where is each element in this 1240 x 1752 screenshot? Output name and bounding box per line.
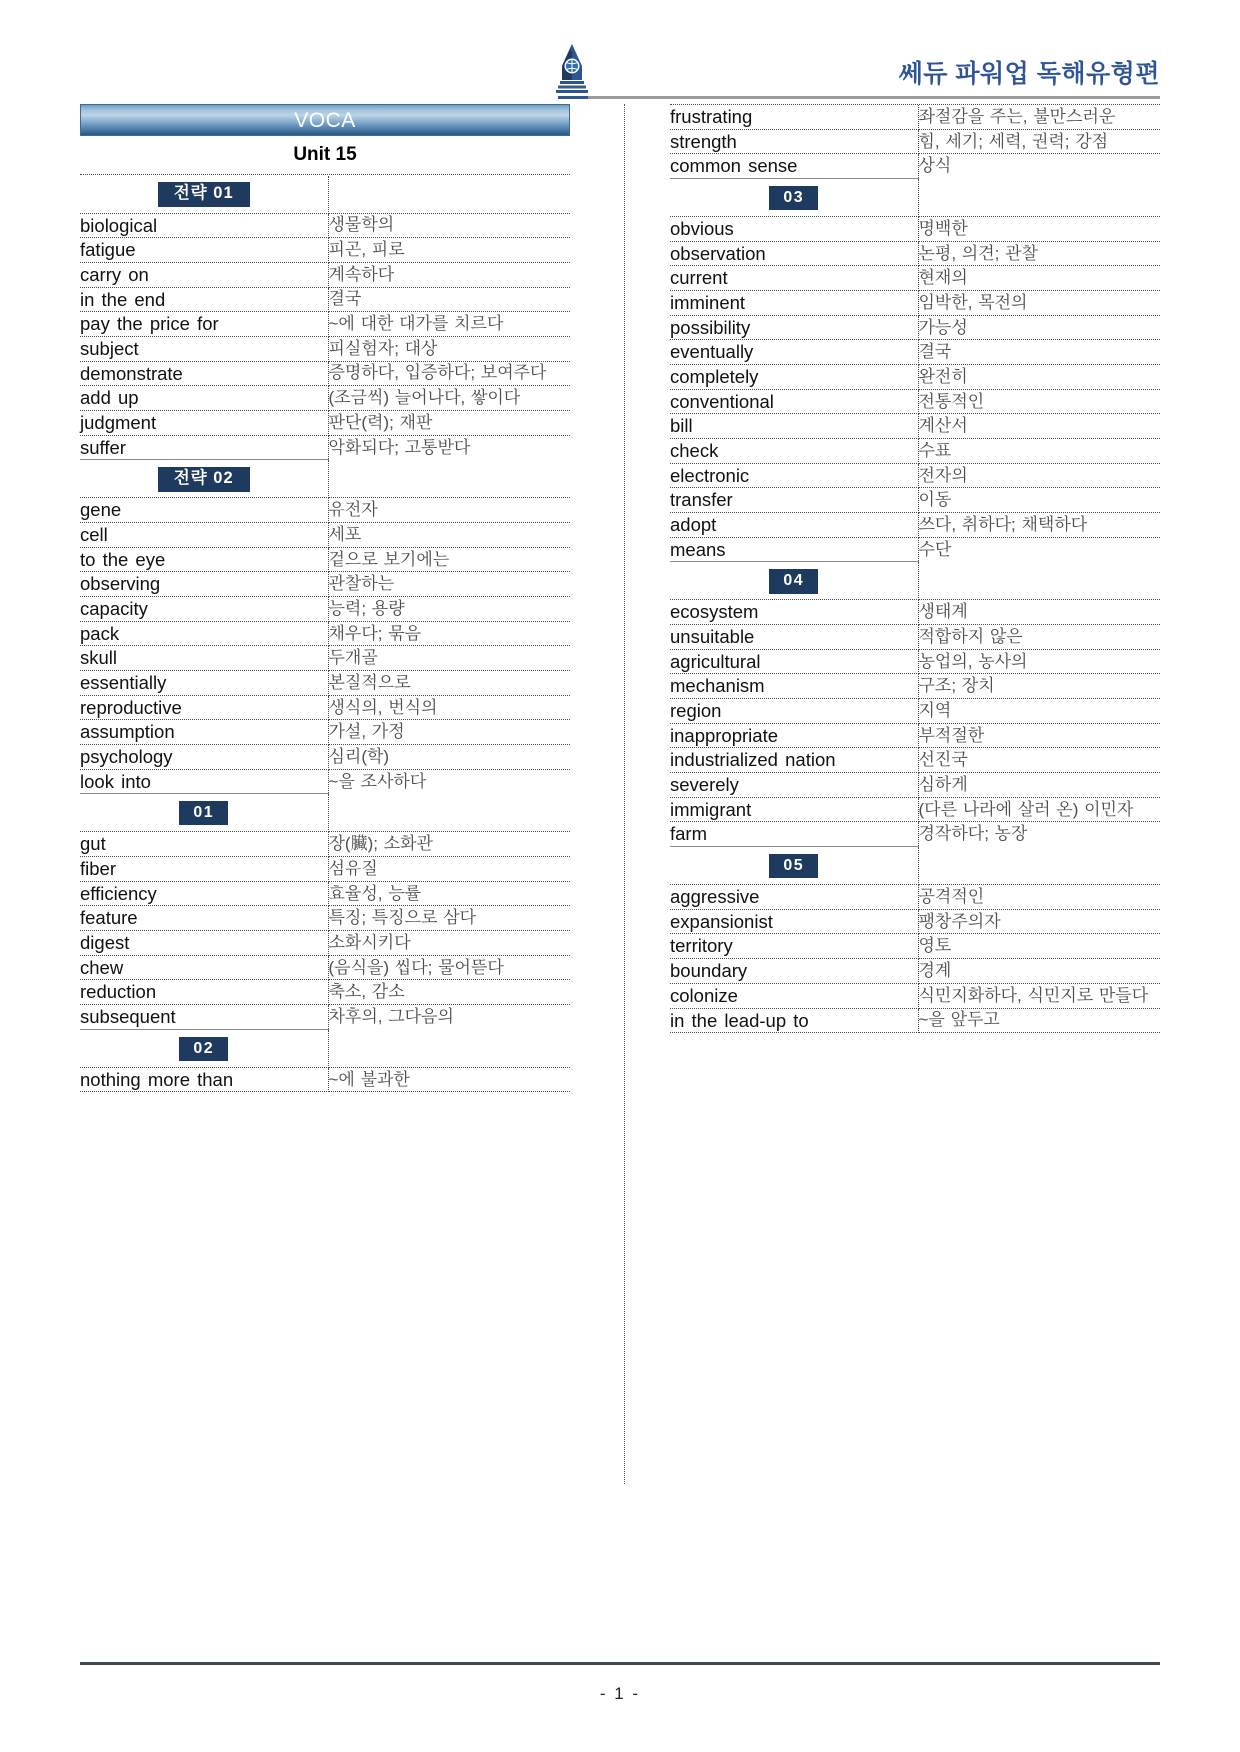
- vocab-meaning: 세포: [328, 522, 570, 547]
- right-vocab-table: [670, 105, 1160, 1033]
- vocab-meaning: 효율성, 능률: [328, 881, 570, 906]
- vocab-word: carry on: [80, 262, 328, 287]
- section-badge-cell: [670, 179, 918, 217]
- vocab-row: [670, 885, 1160, 910]
- vocab-meaning: 두개골: [328, 646, 570, 671]
- vocab-meaning: 좌절감을 주는, 불만스러운: [918, 105, 1160, 129]
- page-title: 쎄듀 파워업 독해유형편: [898, 60, 1160, 88]
- vocab-word: completely: [670, 365, 918, 390]
- vocab-word: frustrating: [670, 105, 918, 129]
- vocab-row: [80, 930, 570, 955]
- section-badge: 전략 02: [158, 467, 250, 492]
- section-header-row: [670, 562, 1160, 600]
- vocab-row: [670, 797, 1160, 822]
- vocab-row: [80, 435, 570, 460]
- vocab-meaning: ~에 대한 대가를 치르다: [328, 312, 570, 337]
- vocab-meaning: 가능성: [918, 315, 1160, 340]
- vocab-word: gut: [80, 832, 328, 857]
- vocab-meaning: 차후의, 그다음의: [328, 1004, 570, 1029]
- vocab-row: [80, 670, 570, 695]
- section-badge: 01: [179, 801, 228, 825]
- vocab-row: [80, 856, 570, 881]
- vocab-word: region: [670, 699, 918, 724]
- vocab-word: ecosystem: [670, 600, 918, 625]
- vocab-meaning: 능력; 용량: [328, 596, 570, 621]
- vocab-meaning: 전통적인: [918, 389, 1160, 414]
- vocab-meaning: (다른 나라에 살러 온) 이민자: [918, 797, 1160, 822]
- vocab-word: digest: [80, 930, 328, 955]
- vocab-word: pay the price for: [80, 312, 328, 337]
- vocab-word: current: [670, 266, 918, 291]
- vocab-row: [80, 646, 570, 671]
- voca-header-bar: VOCA: [80, 104, 570, 136]
- vocab-word: severely: [670, 773, 918, 798]
- vocab-word: reduction: [80, 980, 328, 1005]
- section-badge-cell: [670, 562, 918, 600]
- section-header-spacer: [328, 460, 570, 498]
- vocab-word: observation: [670, 241, 918, 266]
- vocab-meaning: ~에 불과한: [328, 1067, 570, 1092]
- vocab-row: [670, 340, 1160, 365]
- vocab-row: [80, 522, 570, 547]
- section-header-row: [80, 1029, 570, 1067]
- unit-title: Unit 15: [293, 144, 357, 165]
- page-header: [80, 38, 1160, 100]
- section-header-row: [670, 847, 1160, 885]
- vocab-word: pack: [80, 621, 328, 646]
- vocab-row: [670, 488, 1160, 513]
- vocab-row: [80, 769, 570, 794]
- vocab-row: [80, 906, 570, 931]
- vocab-word: feature: [80, 906, 328, 931]
- vocab-row: [670, 934, 1160, 959]
- vocab-meaning: 경계: [918, 959, 1160, 984]
- vocab-word: efficiency: [80, 881, 328, 906]
- vocab-word: chew: [80, 955, 328, 980]
- vocab-row: [670, 291, 1160, 316]
- section-badge-cell: [80, 794, 328, 832]
- vocab-row: [670, 414, 1160, 439]
- vocab-meaning: 이동: [918, 488, 1160, 513]
- columns-container: [80, 104, 1160, 1504]
- vocab-row: [80, 720, 570, 745]
- vocab-word: inappropriate: [670, 723, 918, 748]
- vocab-meaning: 선진국: [918, 748, 1160, 773]
- section-header-spacer: [918, 847, 1160, 885]
- vocab-row: [670, 154, 1160, 179]
- vocab-meaning: 결국: [918, 340, 1160, 365]
- vocab-meaning: 부적절한: [918, 723, 1160, 748]
- vocab-meaning: 본질적으로: [328, 670, 570, 695]
- right-column: [670, 104, 1160, 1033]
- vocab-meaning: 식민지화하다, 식민지로 만들다: [918, 983, 1160, 1008]
- vocab-word: observing: [80, 572, 328, 597]
- footer-rule: [80, 1662, 1160, 1665]
- vocab-word: eventually: [670, 340, 918, 365]
- vocab-row: [670, 463, 1160, 488]
- vocab-meaning: ~을 조사하다: [328, 769, 570, 794]
- vocab-meaning: 겉으로 보기에는: [328, 547, 570, 572]
- vocab-meaning: 관찰하는: [328, 572, 570, 597]
- vocab-word: expansionist: [670, 909, 918, 934]
- vocab-row: [80, 336, 570, 361]
- vocab-row: [670, 822, 1160, 847]
- vocab-row: [80, 312, 570, 337]
- section-header-spacer: [918, 562, 1160, 600]
- vocab-row: [80, 621, 570, 646]
- vocab-meaning: (조금씩) 늘어나다, 쌓이다: [328, 386, 570, 411]
- vocab-word: essentially: [80, 670, 328, 695]
- vocab-word: bill: [670, 414, 918, 439]
- vocab-meaning: 계속하다: [328, 262, 570, 287]
- vocab-word: aggressive: [670, 885, 918, 910]
- vocab-word: fiber: [80, 856, 328, 881]
- vocab-row: [80, 744, 570, 769]
- section-header-spacer: [328, 176, 570, 214]
- vocab-meaning: 가설, 가정: [328, 720, 570, 745]
- vocab-row: [80, 262, 570, 287]
- vocab-word: suffer: [80, 435, 328, 460]
- vocab-meaning: 생식의, 번식의: [328, 695, 570, 720]
- fountain-pen-nib-icon: [551, 42, 593, 98]
- vocab-word: in the lead-up to: [670, 1008, 918, 1033]
- vocab-word: industrialized nation: [670, 748, 918, 773]
- vocab-row: [670, 959, 1160, 984]
- vocab-word: fatigue: [80, 238, 328, 263]
- vocab-row: [80, 287, 570, 312]
- vocab-meaning: 악화되다; 고통받다: [328, 435, 570, 460]
- vocab-word: assumption: [80, 720, 328, 745]
- vocab-row: [80, 695, 570, 720]
- vocab-word: reproductive: [80, 695, 328, 720]
- vocab-word: add up: [80, 386, 328, 411]
- vocab-meaning: 논평, 의견; 관찰: [918, 241, 1160, 266]
- vocab-row: [670, 649, 1160, 674]
- vocab-row: [670, 699, 1160, 724]
- vocab-word: common sense: [670, 154, 918, 179]
- vocab-word: look into: [80, 769, 328, 794]
- section-badge-cell: [80, 460, 328, 498]
- vocab-word: agricultural: [670, 649, 918, 674]
- vocab-row: [670, 909, 1160, 934]
- vocab-row: [670, 723, 1160, 748]
- vocab-meaning: 농업의, 농사의: [918, 649, 1160, 674]
- vocab-word: colonize: [670, 983, 918, 1008]
- vocab-meaning: 경작하다; 농장: [918, 822, 1160, 847]
- vocab-meaning: 채우다; 묶음: [328, 621, 570, 646]
- vocab-meaning: 힘, 세기; 세력, 권력; 강점: [918, 129, 1160, 154]
- vocab-word: check: [670, 439, 918, 464]
- vocab-meaning: 증명하다, 입증하다; 보여주다: [328, 361, 570, 386]
- vocab-row: [670, 389, 1160, 414]
- left-column: [80, 104, 570, 1092]
- vocab-row: [670, 983, 1160, 1008]
- vocab-row: [670, 365, 1160, 390]
- vocab-meaning: 섬유질: [328, 856, 570, 881]
- vocab-row: [670, 129, 1160, 154]
- vocab-meaning: 적합하지 않은: [918, 625, 1160, 650]
- vocab-row: [670, 217, 1160, 242]
- vocab-meaning: 피실험자; 대상: [328, 336, 570, 361]
- vocab-word: capacity: [80, 596, 328, 621]
- vocab-word: mechanism: [670, 674, 918, 699]
- vocab-row: [80, 955, 570, 980]
- section-badge-cell: [80, 176, 328, 214]
- vocab-meaning: 소화시키다: [328, 930, 570, 955]
- section-header-spacer: [918, 179, 1160, 217]
- vocab-row: [80, 980, 570, 1005]
- vocab-meaning: ~을 앞두고: [918, 1008, 1160, 1033]
- section-header-row: [80, 794, 570, 832]
- vocab-row: [670, 1008, 1160, 1033]
- vocab-meaning: 명백한: [918, 217, 1160, 242]
- section-badge: 05: [769, 854, 818, 878]
- vocab-word: skull: [80, 646, 328, 671]
- section-header-row: [670, 179, 1160, 217]
- vocab-row: [80, 881, 570, 906]
- vocab-meaning: 전자의: [918, 463, 1160, 488]
- vocab-row: [80, 410, 570, 435]
- vocab-meaning: 현재의: [918, 266, 1160, 291]
- vocab-meaning: 피곤, 피로: [328, 238, 570, 263]
- vocab-word: subsequent: [80, 1004, 328, 1029]
- section-header-spacer: [328, 1029, 570, 1067]
- vocab-meaning: 쓰다, 취하다; 채택하다: [918, 513, 1160, 538]
- vocab-row: [80, 547, 570, 572]
- vocab-meaning: 팽창주의자: [918, 909, 1160, 934]
- vocab-meaning: 영토: [918, 934, 1160, 959]
- vocab-row: [80, 361, 570, 386]
- vocab-meaning: 생물학의: [328, 213, 570, 238]
- vocab-meaning: 심리(학): [328, 744, 570, 769]
- section-badge: 03: [769, 186, 818, 210]
- left-vocab-table: [80, 175, 570, 1092]
- vocab-word: subject: [80, 336, 328, 361]
- vocab-meaning: 유전자: [328, 498, 570, 523]
- vocab-row: [670, 773, 1160, 798]
- vocab-word: immigrant: [670, 797, 918, 822]
- section-header-row: [80, 176, 570, 214]
- vocab-meaning: 특징; 특징으로 삼다: [328, 906, 570, 931]
- vocab-word: territory: [670, 934, 918, 959]
- vocab-row: [80, 213, 570, 238]
- vocab-word: nothing more than: [80, 1067, 328, 1092]
- header-divider-rule: [558, 96, 1160, 99]
- vocab-word: unsuitable: [670, 625, 918, 650]
- vocab-meaning: 수단: [918, 537, 1160, 562]
- section-header-row: [80, 460, 570, 498]
- vocab-word: cell: [80, 522, 328, 547]
- vocab-meaning: 상식: [918, 154, 1160, 179]
- vocab-word: means: [670, 537, 918, 562]
- vocab-meaning: (음식을) 씹다; 물어뜯다: [328, 955, 570, 980]
- section-badge: 04: [769, 569, 818, 593]
- vocab-row: [80, 498, 570, 523]
- vocab-word: possibility: [670, 315, 918, 340]
- vocab-word: farm: [670, 822, 918, 847]
- vocab-word: strength: [670, 129, 918, 154]
- vocab-row: [80, 832, 570, 857]
- vocab-row: [670, 748, 1160, 773]
- vocab-word: to the eye: [80, 547, 328, 572]
- vocab-meaning: 장(臟); 소화관: [328, 832, 570, 857]
- vocab-word: adopt: [670, 513, 918, 538]
- vocab-meaning: 심하게: [918, 773, 1160, 798]
- vocab-meaning: 공격적인: [918, 885, 1160, 910]
- vocab-row: [670, 625, 1160, 650]
- vocab-word: demonstrate: [80, 361, 328, 386]
- vocab-word: imminent: [670, 291, 918, 316]
- vocab-row: [670, 105, 1160, 129]
- vocab-meaning: 계산서: [918, 414, 1160, 439]
- vocab-meaning: 수표: [918, 439, 1160, 464]
- vocab-word: boundary: [670, 959, 918, 984]
- vocab-row: [670, 513, 1160, 538]
- section-badge-cell: [670, 847, 918, 885]
- vocab-row: [670, 266, 1160, 291]
- vocab-word: conventional: [670, 389, 918, 414]
- column-divider: [624, 104, 625, 1484]
- section-badge: 전략 01: [158, 182, 250, 207]
- vocab-word: in the end: [80, 287, 328, 312]
- page-number: - 1 -: [599, 1684, 641, 1703]
- vocab-word: electronic: [670, 463, 918, 488]
- vocab-row: [670, 315, 1160, 340]
- vocab-meaning: 판단(력); 재판: [328, 410, 570, 435]
- vocab-row: [80, 572, 570, 597]
- vocab-word: obvious: [670, 217, 918, 242]
- vocab-meaning: 완전히: [918, 365, 1160, 390]
- vocab-row: [80, 1067, 570, 1092]
- section-badge-cell: [80, 1029, 328, 1067]
- vocab-word: biological: [80, 213, 328, 238]
- vocab-row: [80, 386, 570, 411]
- vocab-meaning: 축소, 감소: [328, 980, 570, 1005]
- vocab-row: [80, 596, 570, 621]
- vocab-word: psychology: [80, 744, 328, 769]
- vocab-meaning: 결국: [328, 287, 570, 312]
- section-badge: 02: [179, 1037, 228, 1061]
- vocab-row: [670, 674, 1160, 699]
- vocab-row: [670, 600, 1160, 625]
- vocab-row: [80, 238, 570, 263]
- section-header-spacer: [328, 794, 570, 832]
- vocab-meaning: 생태계: [918, 600, 1160, 625]
- vocab-meaning: 임박한, 목전의: [918, 291, 1160, 316]
- vocab-word: transfer: [670, 488, 918, 513]
- vocab-word: judgment: [80, 410, 328, 435]
- vocab-row: [670, 537, 1160, 562]
- vocab-row: [670, 439, 1160, 464]
- vocab-word: gene: [80, 498, 328, 523]
- vocab-meaning: 지역: [918, 699, 1160, 724]
- vocab-row: [670, 241, 1160, 266]
- vocab-row: [80, 1004, 570, 1029]
- vocab-meaning: 구조; 장치: [918, 674, 1160, 699]
